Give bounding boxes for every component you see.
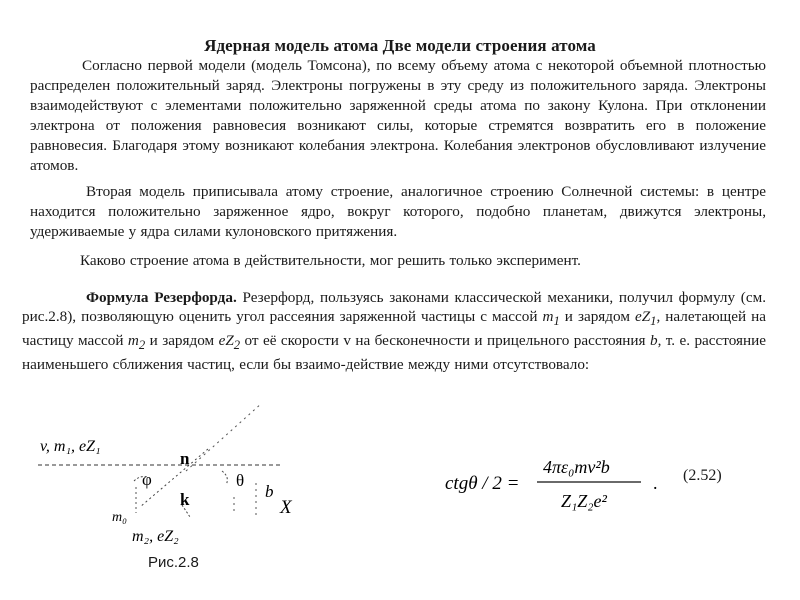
symbol-b: b: [649, 332, 658, 350]
formula-denominator: Z₁Z₂e²: [561, 491, 607, 511]
symbol-eZ2-sub: 2: [233, 338, 241, 353]
scattered-direction-line: [186, 403, 262, 471]
formula-period: .: [653, 473, 658, 493]
formula-numerator: 4πε₀mv²b: [543, 457, 610, 477]
symbol-eZ1-sub: 1: [650, 314, 657, 329]
symbol-eZ1: eZ: [634, 308, 651, 325]
text-run: и зарядом: [145, 332, 219, 350]
text-run: , т. е. расстояние наименьшего сближения частиц, если бы взаимо-действие между ними отсутствовало:: [22, 332, 767, 374]
theta-arc: [222, 471, 227, 485]
symbol-m1-sub: 1: [553, 314, 560, 329]
equation-number: (2.52): [683, 467, 722, 484]
paragraph-thomson-model: Согласно первой модели (модель Томсона), по всему объему атома с некоторой объемной плотностью распределен положительный заряд. Электроны погружены в эту среду из положительного заряда. Электроны взаимодействуют с элементами положительно заряженной среды атома по закону Кулона. При отклонении электрона от положения равновесия возникают силы, которые стремятся возвратить его в положение равновесия. Благодаря этому возникают колебания электрона. Колебания электронов обусловливают излучение атомов.: [30, 57, 766, 174]
symbol-eZ2: eZ: [218, 332, 234, 350]
phi-angle-label: φ: [142, 470, 152, 489]
text-run: Резерфорд, пользуясь законами классической механики, получил формулу (см. рис.2.8), позволяющую оценить угол рассеяния заряженной частицы с массой: [22, 289, 767, 325]
impact-parameter-label: b: [265, 482, 274, 501]
formula-svg: [445, 447, 665, 517]
rutherford-formula: [445, 447, 665, 517]
symbol-m2-sub: 2: [138, 338, 146, 353]
x-axis-label: X: [280, 497, 292, 518]
paragraph-planetary-model: Вторая модель приписывала атому строение, аналогичное строению Солнечной системы: в центре находится положительно заряженное ядро, вокруг которого, подобно планетам, движутся электроны, удерживаемые у ядра силами кулоновского притяжения.: [30, 183, 766, 240]
symbol-m1: m: [542, 308, 554, 325]
text-run: от её скорости v на бесконечности и прицельного расстояния: [240, 332, 650, 350]
m0-label: m₀: [112, 510, 127, 525]
incoming-particle-label: v, m₁, eZ₁: [40, 438, 101, 455]
formula-lhs: ctgθ / 2 =: [445, 473, 520, 494]
text-run: , налетающей на частицу массой: [22, 308, 767, 350]
target-particle-label: m₂, eZ₂: [132, 528, 179, 545]
rutherford-heading: Формула Резерфорда.: [86, 289, 237, 306]
text-run: и зарядом: [559, 308, 635, 325]
symbol-m2: m: [127, 332, 139, 350]
k-vector-label: k: [180, 490, 190, 509]
n-vector-label: n: [180, 449, 190, 468]
page-title: Ядерная модель атома Две модели строения атома: [204, 36, 596, 55]
figure-caption: Рис.2.8: [148, 554, 199, 571]
paragraph-experiment: Каково строение атома в действительности, мог решить только эксперимент.: [80, 252, 581, 269]
paragraph-rutherford-formula: [22, 288, 766, 374]
theta-angle-label: θ: [236, 471, 245, 490]
